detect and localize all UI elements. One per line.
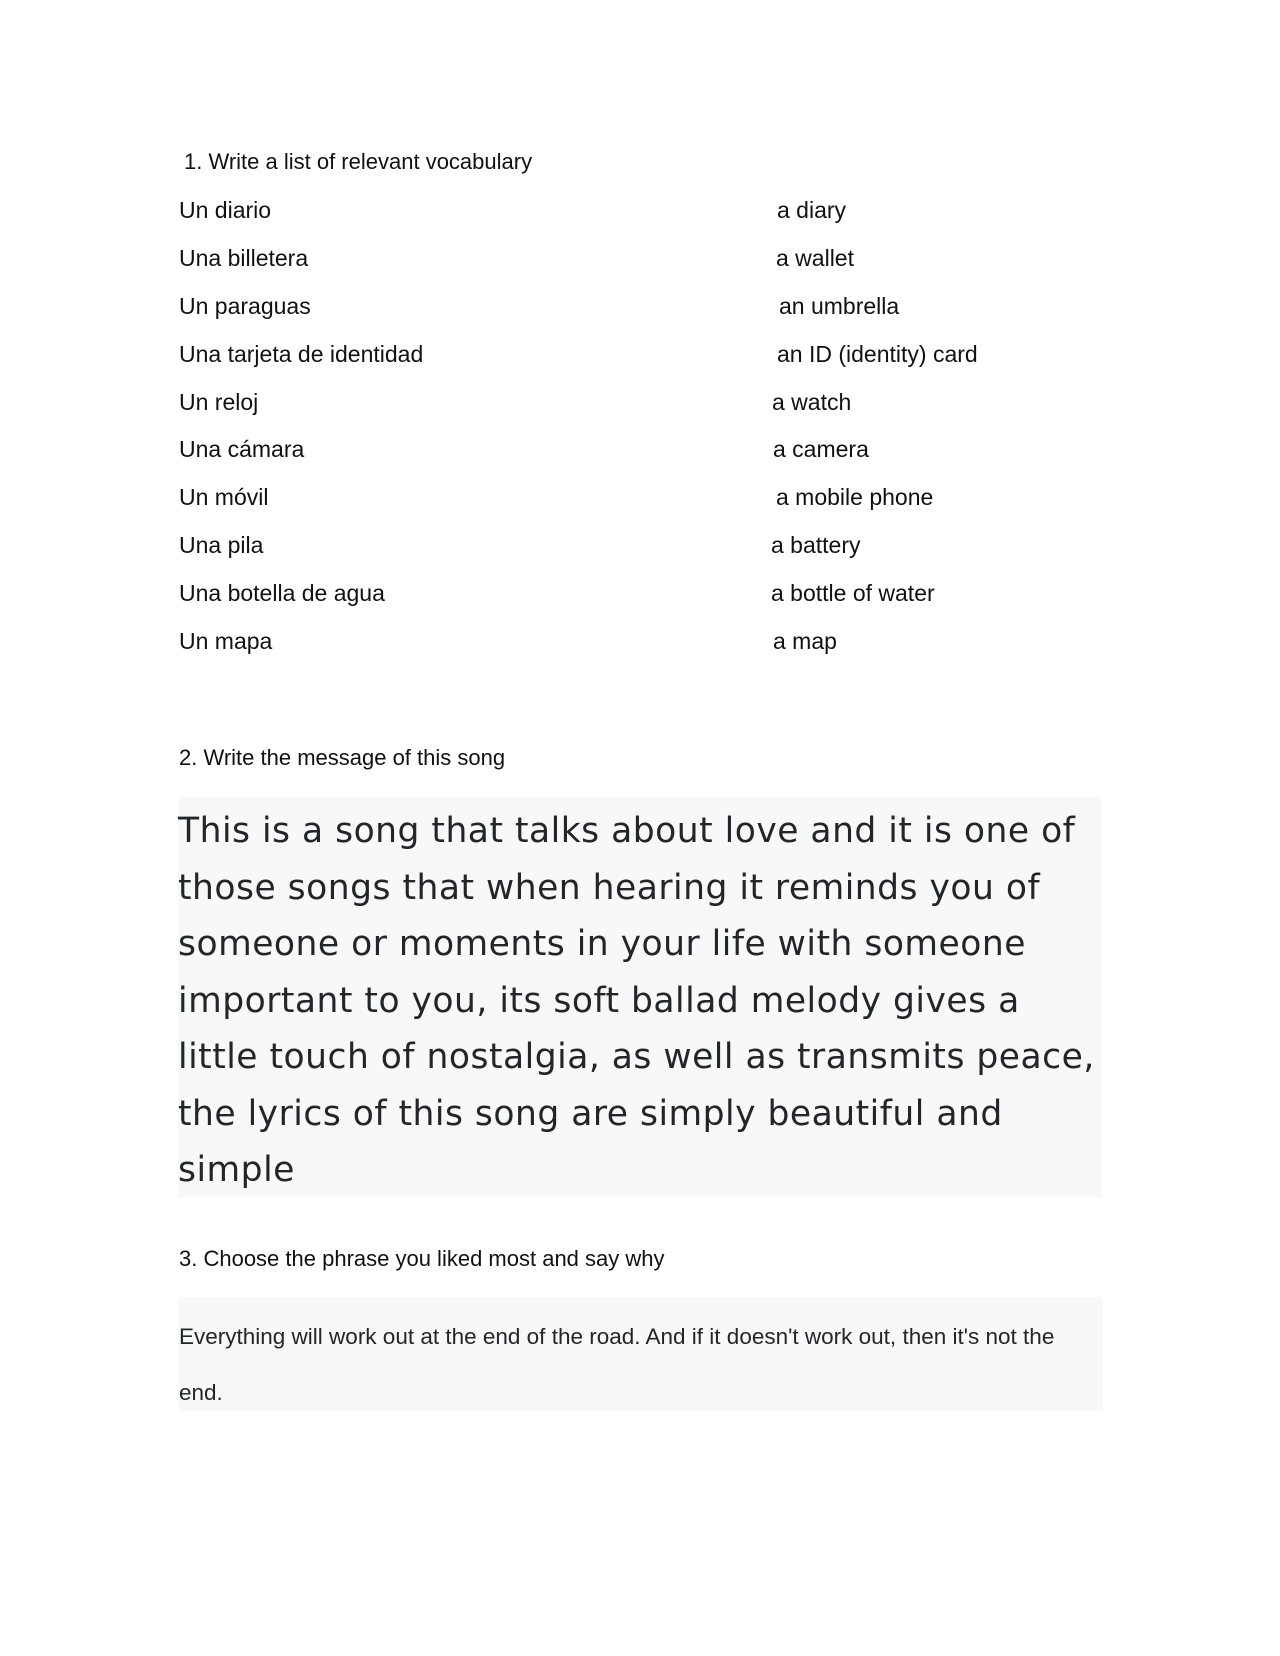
vocab-english: an umbrella	[779, 293, 900, 319]
vocab-english: a bottle of water	[771, 580, 935, 606]
vocab-row	[0, 436, 1280, 466]
vocab-row	[0, 532, 1280, 562]
vocab-spanish: Un diario	[179, 197, 272, 223]
vocab-spanish: Un reloj	[179, 389, 259, 415]
favorite-phrase-answer: Everything will work out at the end of the road. And if it doesn't work out, then it's not the end.	[178, 1297, 1103, 1411]
section-2-heading: 2. Write the message of this song	[179, 745, 506, 770]
vocab-spanish: Un mapa	[179, 628, 273, 654]
vocab-spanish: Un móvil	[179, 484, 269, 510]
vocab-spanish: Una pila	[179, 532, 264, 558]
vocab-row	[0, 484, 1280, 514]
vocab-english: a map	[773, 628, 837, 654]
vocab-spanish: Una cámara	[179, 436, 305, 462]
vocab-spanish: Una botella de agua	[179, 580, 385, 606]
vocab-english: a watch	[772, 389, 852, 415]
vocab-english: a battery	[771, 532, 861, 558]
vocab-english: a wallet	[776, 245, 854, 271]
vocab-english: a diary	[777, 197, 847, 223]
vocab-spanish: Una tarjeta de identidad	[179, 341, 424, 367]
vocab-row	[0, 197, 1280, 227]
vocab-row	[0, 341, 1280, 371]
vocab-spanish: Un paraguas	[179, 293, 311, 319]
section-1-heading: 1. Write a list of relevant vocabulary	[184, 149, 533, 174]
vocab-english: a mobile phone	[776, 484, 934, 510]
vocab-english: an ID (identity) card	[777, 341, 978, 367]
vocab-row	[0, 628, 1280, 658]
vocab-row	[0, 389, 1280, 419]
vocab-row	[0, 293, 1280, 323]
vocab-english: a camera	[773, 436, 869, 462]
section-3-heading: 3. Choose the phrase you liked most and say why	[179, 1246, 665, 1271]
vocab-spanish: Una billetera	[179, 245, 309, 271]
vocab-row	[0, 580, 1280, 610]
song-message-answer: This is a song that talks about love and it is one of those songs that when hearing it reminds you of someone or moments in your life with someone important to you, its soft ballad melody gives a little touch of nostalgia, as well as transmits peace, the lyrics of this song are simply beautiful and simple	[178, 797, 1102, 1197]
vocab-row	[0, 245, 1280, 275]
